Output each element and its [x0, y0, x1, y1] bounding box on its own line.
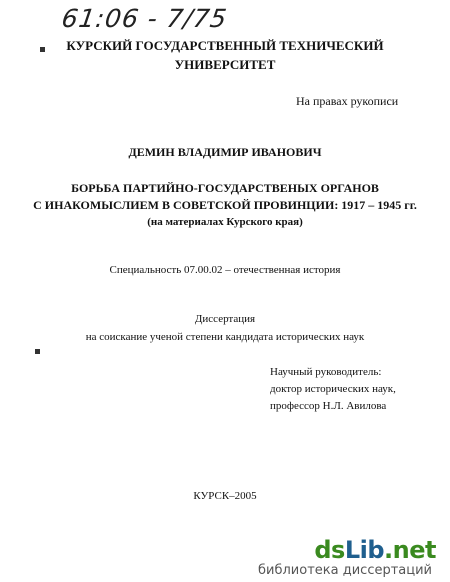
- specialty: Специальность 07.00.02 – отечественная история: [109, 264, 341, 276]
- manuscript-rights-note: На правах рукописи: [296, 94, 399, 108]
- title-line2: С ИНАКОМЫСЛИЕМ В СОВЕТСКОЙ ПРОВИНЦИИ: 1917 – 1945 гг.: [33, 198, 417, 212]
- handwritten-code: 61:06 - 7/75: [59, 4, 230, 33]
- scan-mark: [35, 349, 40, 354]
- dissertation-label: Диссертация: [194, 313, 256, 325]
- university-name-line1: КУРСКИЙ ГОСУДАРСТВЕННЫЙ ТЕХНИЧЕСКИЙ: [66, 38, 384, 53]
- university-name-line2: УНИВЕРСИТЕТ: [174, 57, 276, 72]
- dslib-logo[interactable]: [314, 536, 436, 564]
- supervisor-name: профессор Н.Л. Авилова: [270, 400, 387, 412]
- title-line3: (на материалах Курского края): [147, 216, 303, 228]
- dslib-subtitle: библиотека диссертаций: [258, 563, 432, 578]
- author-name: ДЕМИН ВЛАДИМИР ИВАНОВИЧ: [128, 145, 322, 159]
- logo-net: .net: [384, 536, 436, 564]
- dissertation-purpose: на соискание ученой степени кандидата исторических наук: [85, 331, 365, 343]
- logo-lib: Lib: [344, 536, 385, 564]
- logo-ds: ds: [314, 536, 345, 564]
- supervisor-degree: доктор исторических наук,: [270, 383, 396, 395]
- city-year: КУРСК–2005: [193, 490, 257, 502]
- supervisor-label: Научный руководитель:: [270, 366, 382, 378]
- title-line1: БОРЬБА ПАРТИЙНО-ГОСУДАРСТВЕНЫХ ОРГАНОВ: [71, 181, 379, 195]
